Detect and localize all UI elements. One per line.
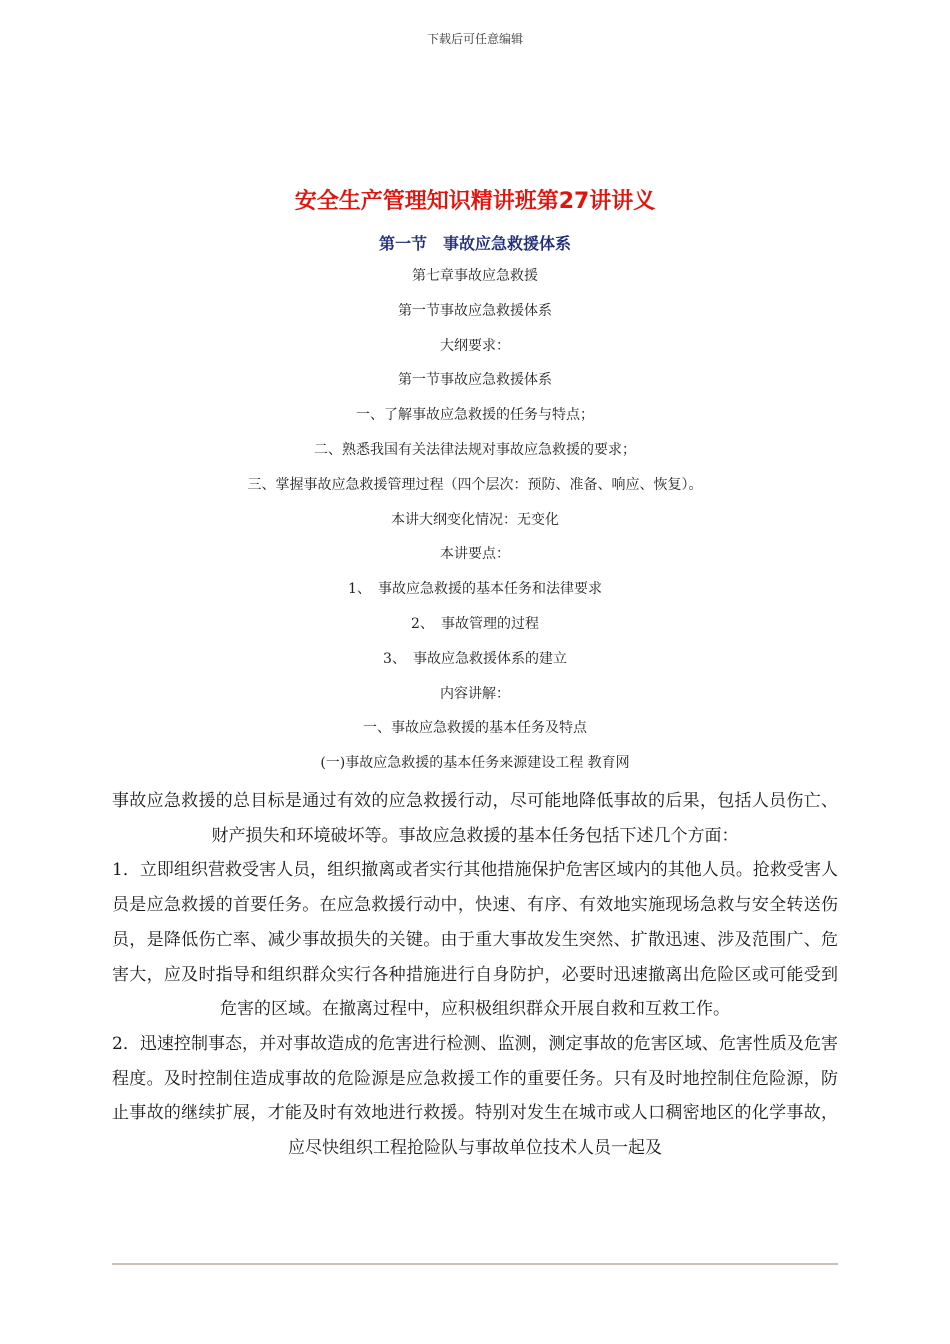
- syllabus-item: 一、了解事故应急救援的任务与特点；: [356, 407, 594, 424]
- syllabus-item: 三、掌握事故应急救援管理过程（四个层次：预防、准备、响应、恢复）。: [247, 476, 703, 493]
- key-points-label: 本讲要点：: [440, 546, 510, 563]
- content-label: 内容讲解：: [440, 685, 510, 702]
- key-point-item: 2、 事故管理的过程: [411, 615, 539, 632]
- section-heading: 第一节事故应急救援体系: [398, 302, 552, 319]
- document-title: 安全生产管理知识精讲班第27讲讲义: [294, 189, 656, 214]
- key-point-item: 3、 事故应急救援体系的建立: [383, 650, 567, 667]
- subtopic-heading: (一)事故应急救援的基本任务来源建设工程 教育网: [320, 755, 630, 772]
- topic-heading: 一、事故应急救援的基本任务及特点: [363, 720, 587, 737]
- footer-divider: [112, 1263, 838, 1265]
- syllabus-section: 第一节事故应急救援体系: [398, 372, 552, 389]
- task-paragraph-1: 1．立即组织营救受害人员，组织撤离或者实行其他措施保护危害区域内的其他人员。抢救受害人员是应急救援的首要任务。在应急救援行动中，快速、有序、有效地实施现场急救与安全转送伤员，是降低伤亡率、减少事故损失的关键。由于重大事故发生突然、扩散迅速、涉及范围广、危害大，应及时指导和组织群众实行各种措施进行自身防护，必要时迅速撤离出危险区或可能受到危害的区域。在撤离过程中，应积极组织群众开展自救和互救工作。: [112, 860, 838, 1020]
- syllabus-label: 大纲要求：: [440, 337, 510, 354]
- page-header-note: 下载后可任意编辑: [426, 32, 523, 46]
- section-subtitle: 第一节 事故应急救援体系: [378, 234, 571, 253]
- syllabus-item: 二、熟悉我国有关法律法规对事故应急救援的要求；: [314, 441, 636, 458]
- body-text: [112, 784, 838, 1166]
- outline-block: [0, 264, 950, 786]
- task-paragraph-2: 2．迅速控制事态，并对事故造成的危害进行检测、监测，测定事故的危害区域、危害性质及危害程度。及时控制住造成事故的危险源是应急救援工作的重要任务。只有及时地控制住危险源，防止事故的继续扩展，才能及时有效地进行救援。特别对发生在城市或人口稠密地区的化学事故，应尽快组织工程抢险队与事故单位技术人员一起及: [112, 1033, 838, 1159]
- syllabus-change-note: 本讲大纲变化情况：无变化: [391, 511, 559, 528]
- intro-paragraph: 事故应急救援的总目标是通过有效的应急救援行动，尽可能地降低事故的后果，包括人员伤亡、财产损失和环境破坏等。事故应急救援的基本任务包括下述几个方面：: [112, 791, 838, 846]
- key-point-item: 1、 事故应急救援的基本任务和法律要求: [348, 581, 602, 598]
- chapter-heading: 第七章事故应急救援: [412, 268, 538, 284]
